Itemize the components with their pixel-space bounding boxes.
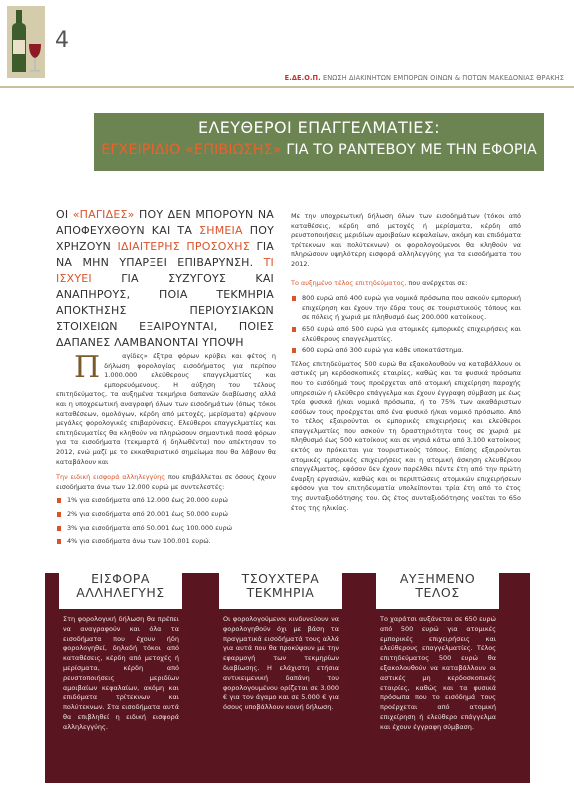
org-full-name: ΕΝΩΣΗ ΔΙΑΚΙΝΗΤΩΝ ΕΜΠΟΡΩΝ ΟΙΝΩΝ & ΠΟΤΩΝ ΜΑΚΕΔΟΝΙΑΣ ΘΡΑΚΗΣ xyxy=(322,74,564,82)
lead-text: ΓΙΑ ΣΥΖΥΓΟΥΣ ΚΑΙ ΑΝΑΠΗΡΟΥΣ, ΠΟΙΑ ΤΕΚΜΗΡΙΑ ΑΠΟΚΤΗΣΗΣ ΠΕΡΙΟΥΣΙΑΚΩΝ ΣΤΟΙΧΕΙΩΝ ΕΞΑΙΡΟΥΝΤΑΙ, ΠΟΙΕΣ ΔΑΠΑΝΕΣ ΛΑΜΒΑΝΟΝΤΑΙ ΥΠΟΨΗ xyxy=(56,272,274,349)
list-item: 1% για εισοδήματα από 12.000 έως 20.000 ευρώ xyxy=(56,496,276,506)
lead-paragraph xyxy=(56,207,274,351)
intro-text: αγίδες» έξτρα φόρων κρύβει και φέτος η δήλωση φορολογίας εισοδήματος για περίπου 1.000.000 ελεύθερους επαγγελματίες και εμπορευόμενους. Η αύξηση του τέλους επιτηδεύματος, τα αυξημένα τεκμήρια δαπανών διαβίωσης αλλά και η υποχρεωτική αναγραφή όλων των εισοδημάτων (όπως τόκοι καταθέσεων, ομολόγων, κέρδη από μετοχές, μερίσματα) φέρνουν μεγάλες φορολογικές επιβαρύνσεις. Ελεύθεροι επαγγελματίες και επιτηδευματίες θα κληθούν να πληρώσουν σημαντικά ποσά φόρων για τα εισοδήματα (τεκμαρτά ή δηλωθέντα) που απέκτησαν το 2012, ενώ μαζί με το εκκαθαριστικό σημείωμα που θα λάβουν θα καταβάλουν και xyxy=(56,352,276,466)
wine-logo xyxy=(7,6,45,78)
fee-paragraph xyxy=(291,279,521,289)
income-paragraph: Με την υποχρεωτική δήλωση όλων των εισοδημάτων (τόκοι από καταθέσεις, κέρδη από μετοχές ή μερίσματα, κέρδη από ρευστοποιήσεις μεριδίων αμοιβαίων κεφαλαίων, ακόμη και επιδόματα τρίτεκνων και πολύτεκνων) οι φορολογούμενοι θα κληθούν να πληρώσουν υψηλότερη εισφορά αλληλεγγύης για τα εισοδήματα του 2012. xyxy=(291,212,521,268)
subhead-text: που ανέρχεται σε: xyxy=(406,278,468,287)
box-text: Στη φορολογική δήλωση θα πρέπει να αναγραφούν και όλα τα εισοδήματα που έχουν ήδη φορολογηθεί, δηλαδή τόκοι από καταθέσεις, κέρδη από μετοχές ή μερίσματα, κέρδη από ρευστοποιήσεις μεριδίων αμοιβαίων κεφαλαίων, ακόμη και επιδόματα τρίτεκνων και πολύτεκνων. Στα εισοδήματα αυτά θα επιβληθεί η ειδική εισφορά αλληλεγγύης. xyxy=(63,615,179,731)
subhead-highlight: Την ειδική εισφορά αλληλεγγύης xyxy=(56,473,166,482)
lead-highlight: ΣΗΜΕΙΑ xyxy=(199,224,243,237)
list-item: 2% για εισοδήματα από 20.001 έως 50.000 ευρώ xyxy=(56,510,276,520)
page-number: 4 xyxy=(55,28,69,53)
list-item: 4% για εισοδήματα άνω των 100.001 ευρώ. xyxy=(56,537,276,547)
box-title: ΤΕΛΟΣ xyxy=(415,585,460,600)
org-acronym: Ε.ΔΕ.Ο.Π. xyxy=(284,74,321,82)
headline: ΕΛΕΥΘΕΡΟΙ ΕΠΑΓΓΕΛΜΑΤΙΕΣ: xyxy=(197,118,441,137)
list-item: 800 ευρώ από 400 ευρώ για νομικά πρόσωπα που ασκούν εμπορική επιχείρηση και έχουν την έδρα τους σε τουριστικούς τόπους και σε πόλεις ή χωριά με πληθυσμό έως 200.000 κατοίκους. xyxy=(291,294,521,323)
drop-cap: Π xyxy=(74,350,101,385)
box-text: Το χαράτσι αυξάνεται σε 650 ευρώ από 500 ευρώ για ατομικές εμπορικές επιχειρήσεις και ελεύθερους επαγγελματίες. Τέλος επιτηδεύματος 500 ευρώ θα εξακολουθούν να καταβάλλουν οι αστικές μη κερδοσκοπικές εταιρίες, καθώς και τα φυσικά πρόσωπα που το εισόδημά τους προέρχεται από ατομική επιχείρηση ή ελεύθερο επάγγελμα και έχουν έγγραφη σύμβαση. xyxy=(380,615,496,731)
subheadline-highlight: ΕΓΧΕΙΡΙΔΙΟ «ΕΠΙΒΙΩΣΗΣ» xyxy=(101,142,282,158)
box-title: ΕΙΣΦΟΡΑ xyxy=(91,571,150,586)
lead-text: ΠΟΥ ΧΡΗΖΟΥΝ xyxy=(56,224,274,253)
list-item: 650 ευρώ από 500 ευρώ για ατομικές εμπορικές επιχειρήσεις και ελεύθερους επαγγελματίες. xyxy=(291,325,521,344)
header-divider xyxy=(0,86,574,88)
intro-paragraph xyxy=(56,352,276,467)
lead-highlight: ΙΔΙΑΙΤΕΡΗΣ ΠΡΟΣΟΧΗΣ xyxy=(117,240,250,253)
left-column xyxy=(56,352,276,547)
right-column xyxy=(291,212,521,513)
box-title: ΑΛΛΗΛΕΓΥΗΣ xyxy=(76,585,165,600)
lead-text: ΓΙΑ ΝΑ ΜΗΝ ΥΠΑΡΞΕΙ ΕΠΙΒΑΡΥΝΣΗ. xyxy=(56,240,274,269)
subhead-highlight: Το αυξημένο τέλος επιτηδεύματος, xyxy=(291,278,407,287)
lead-text: ΠΟΥ ΔΕΝ ΜΠΟΡΟΥΝ ΝΑ ΑΠΟΦΕΥΧΘΟΥΝ ΚΑΙ ΤΑ xyxy=(56,208,274,237)
box-title: ΑΥΞΗΜΕΝΟ xyxy=(399,571,476,586)
solidarity-paragraph xyxy=(56,473,276,492)
subheadline xyxy=(94,142,544,158)
lead-highlight: «ΠΑΓΙΔΕΣ» xyxy=(72,208,135,221)
box-title: ΤΕΚΜΗΡΙΑ xyxy=(246,585,315,600)
wine-bottle-glass-icon xyxy=(7,6,45,78)
exemptions-paragraph: Τέλος επιτηδεύματος 500 ευρώ θα εξακολουθούν να καταβάλλουν οι αστικές μη κερδοσκοπικές εταιρίες, καθώς και τα φυσικά πρόσωπα που το εισόδημά τους προέρχεται από ατομική επιχείρηση παροχής υπηρεσιών ή ελεύθερο επάγγελμα και έχουν έγγραφη σύμβαση με έως τρία φυσικά ή/και νομικά πρόσωπα, ή το 75% των ακαθάριστων εσόδων τους προέρχεται από ένα φυσικό ή/και νομικό πρόσωπο. Από το τέλος εξαιρούνται οι εμπορικές επιχειρήσεις και ελεύθεροι επαγγελματίες που ασκούν τη δραστηριότητα τους σε χωριά με πληθυσμό έως 500 κατοίκους και σε νησιά κάτω από 3.100 κατοίκους εκτός αν πρόκειται για τουριστικούς τόπους. Επίσης εξαιρούνται ατομικές εμπορικές επιχειρήσεις και η ατομική άσκηση ελευθέριου επαγγέλματος, εφόσον δεν έχουν παρέλθει πέντε έτη από την πρώτη έναρξη εργασιών, καθώς και οι περιπτώσεις ατομικών επιχειρήσεων εφόσον για τον επιτηδευματία υπολείπονται τρία έτη από το έτος της συνταξιοδότησης του. Ως έτος συνταξιοδότησης νοείται το 65ο έτος της ηλικίας. xyxy=(291,359,521,512)
list-item: 3% για εισοδήματα από 50.001 έως 100.000 ευρώ xyxy=(56,524,276,534)
box-title: ΤΣΟΥΧΤΕΡΑ xyxy=(241,571,320,586)
list-item: 600 ευρώ από 300 ευρώ για κάθε υποκατάστημα. xyxy=(291,346,521,356)
subheadline-rest: ΓΙΑ ΤΟ ΡΑΝΤΕΒΟΥ ΜΕ ΤΗΝ ΕΦΟΡΙΑ xyxy=(281,142,537,158)
box-text: Οι φορολογούμενοι κινδυνεύουν να φορολογηθούν όχι με βάση τα πραγματικά εισοδήματά τους αλλά για αυτά που θα προκύψουν με την εφαρμογή των τεκμηρίων διαβίωσης. Η ελάχιστη ετήσια αντικειμενική δαπάνη του φορολογουμένου ορίζεται σε 3.000 € για τον άγαμο και σε 5.000 € για όσους υποβάλλουν κοινή δήλωση. xyxy=(223,615,339,712)
organization-name xyxy=(285,74,564,82)
lead-highlight: ΤΙ ΙΣΧΥΕΙ xyxy=(56,256,274,285)
lead-text: ΟΙ xyxy=(56,208,73,221)
subhead-text: που επιβάλλεται σε όσους έχουν εισοδήματα άνω των 12.000 ευρώ με συντελεστές: xyxy=(56,473,276,491)
